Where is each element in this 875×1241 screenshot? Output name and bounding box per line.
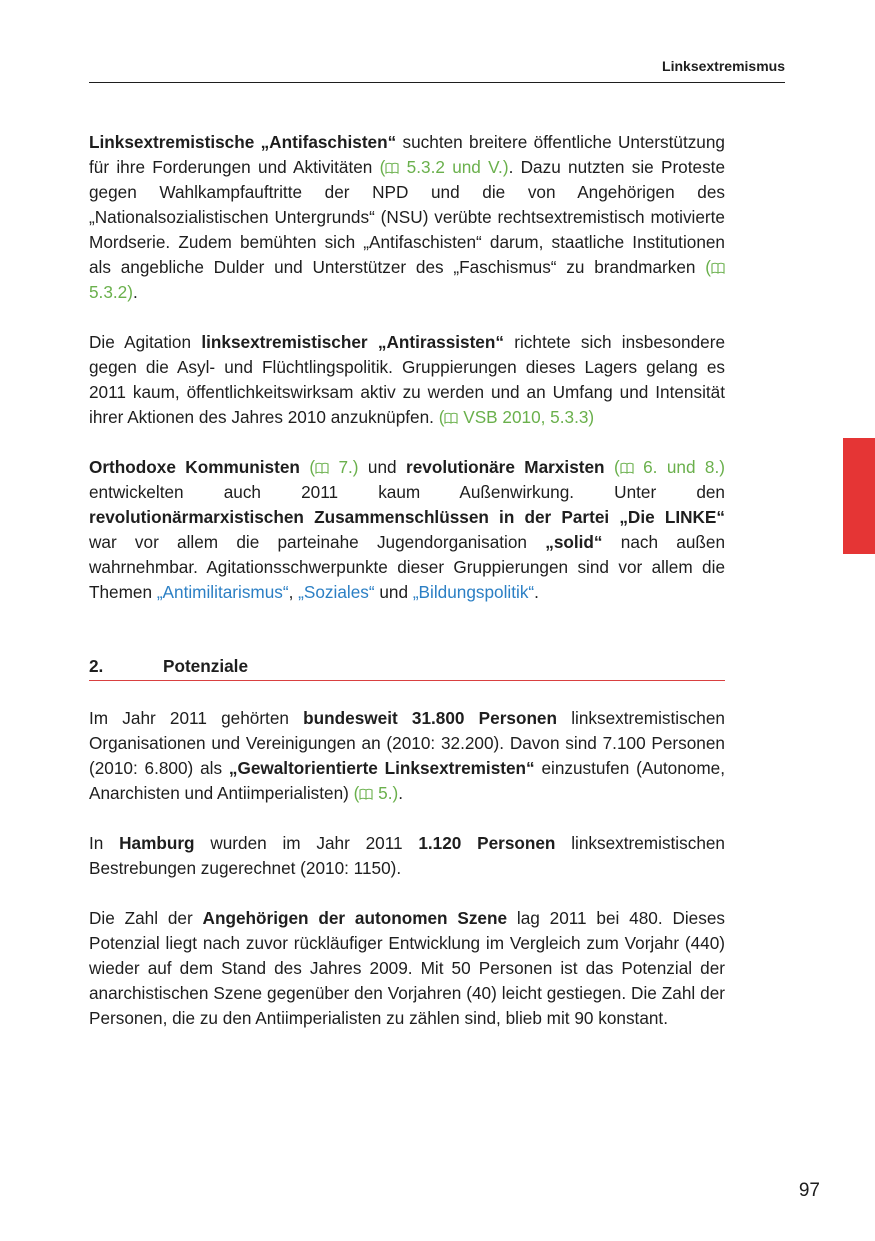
page-number: 97	[798, 1180, 820, 1201]
paragraph-kommunisten: Orthodoxe Kommunisten ( 7.) und revolutionäre Marxisten ( 6. und 8.) entwickelten auch 2011 kaum Außenwirkung. Unter den revolutionärmarxistischen Zusammenschlüssen in der Partei „Die LINKE“ war vor allem die parteinahe Jugendorganisation „solid“ nach außen wahrnehmbar. Agitationsschwerpunkte dieser Gruppierungen sind vor allem die Themen „Antimilitarismus“, „Soziales“ und „Bildungspolitik“.	[89, 457, 725, 602]
section-title: Potenziale	[163, 656, 249, 676]
book-icon	[359, 788, 373, 800]
paragraph-hamburg: In Hamburg wurden im Jahr 2011 1.120 Personen linksextremistischen Bestrebungen zugerechnet (2010: 1150).	[89, 833, 725, 878]
chapter-side-tab	[843, 438, 875, 554]
cross-reference[interactable]: ( 6. und 8.)	[613, 457, 725, 477]
section-number: 2.	[89, 656, 104, 676]
bold-term: Linksextremistische „Antifaschisten“	[89, 132, 397, 152]
bold-term: Hamburg	[119, 833, 195, 853]
cross-reference[interactable]: ( 5.)	[353, 783, 399, 803]
bold-term: revolutionärmarxistischen Zusammenschlüssen in der Partei „Die LINKE“	[89, 507, 725, 527]
paragraph-antirassisten: Die Agitation linksextremistischer „Antirassisten“ richtete sich insbesondere gegen die Asyl- und Flüchtlingspolitik. Gruppierungen dieses Lagers gelang es 2011 kaum, öffentlichkeitswirksam aktiv zu werden und an Umfang und Intensität ihrer Aktionen des Jahres 2010 anzuknüpfen. ( VSB 2010, 5.3.3)	[89, 332, 726, 427]
topic-link[interactable]: „Bildungspolitik“	[412, 582, 535, 602]
book-icon	[711, 262, 725, 274]
cross-reference[interactable]: ( 5.3.2 und V.)	[379, 157, 509, 177]
bold-term: „Gewaltorientierte Linksextremisten“	[228, 758, 535, 778]
bold-term: „solid“	[545, 532, 603, 552]
paragraph-autonome: Die Zahl der Angehörigen der autonomen Szene lag 2011 bei 480. Dieses Potenzial liegt nach zuvor rückläufiger Entwicklung im Vergleich zum Vorjahr (440) wieder auf dem Stand des Jahres 2009. Mit 50 Personen ist das Potenzial der anarchistischen Szene gegenüber den Vorjahren (40) leicht gestiegen. Die Zahl der Personen, die zu den Antiimperialisten zu zählen sind, blieb mit 90 konstant.	[89, 908, 725, 1028]
book-icon	[444, 412, 458, 424]
bold-term: bundesweit 31.800 Personen	[303, 708, 557, 728]
paragraph-antifa: Linksextremistische „Antifaschisten“ suchten breitere öffentliche Unterstützung für ihre Forderungen und Aktivitäten ( 5.3.2 und V.). Dazu nutzten sie Proteste gegen Wahlkampfauftritte der NPD und die von Angehörigen des „Nationalsozialistischen Untergrunds“ (NSU) verübte rechtsextremistisch motivierte Mordserie. Zudem bemühten sich „Antifaschisten“ darum, staatliche Institutionen als angebliche Dulder und Unterstützer des „Faschismus“ zu brandmarken ( 5.3.2).	[89, 132, 726, 302]
paragraph-bundesweit: Im Jahr 2011 gehörten bundesweit 31.800 Personen linksextremistischen Organisationen und Vereinigungen an (2010: 32.200). Davon sind 7.100 Personen (2010: 6.800) als „Gewaltorientierte Linksextremisten“ einzustufen (Autonome, Anarchisten und Antiimperialisten) ( 5.).	[89, 708, 726, 803]
cross-reference[interactable]: ( 7.)	[309, 457, 359, 477]
bold-term: 1.120 Personen	[418, 833, 556, 853]
book-icon	[620, 462, 634, 474]
bold-term: linksextremistischer „Antirassisten“	[201, 332, 504, 352]
page-body	[89, 130, 725, 1056]
topic-link[interactable]: „Antimilitarismus“	[156, 582, 289, 602]
cross-reference[interactable]: ( 5.3.2)	[89, 257, 725, 302]
section-heading	[89, 654, 725, 681]
book-icon	[385, 162, 399, 174]
bold-term: Orthodoxe Kommunisten	[89, 457, 300, 477]
book-icon	[315, 462, 329, 474]
cross-reference[interactable]: ( VSB 2010, 5.3.3)	[438, 407, 595, 427]
running-header: Linksextremismus	[662, 58, 785, 74]
bold-term: revolutionäre Marxisten	[406, 457, 605, 477]
topic-link[interactable]: „Soziales“	[298, 582, 375, 602]
header-rule	[89, 82, 785, 83]
bold-term: Angehörigen der autonomen Szene	[202, 908, 508, 928]
